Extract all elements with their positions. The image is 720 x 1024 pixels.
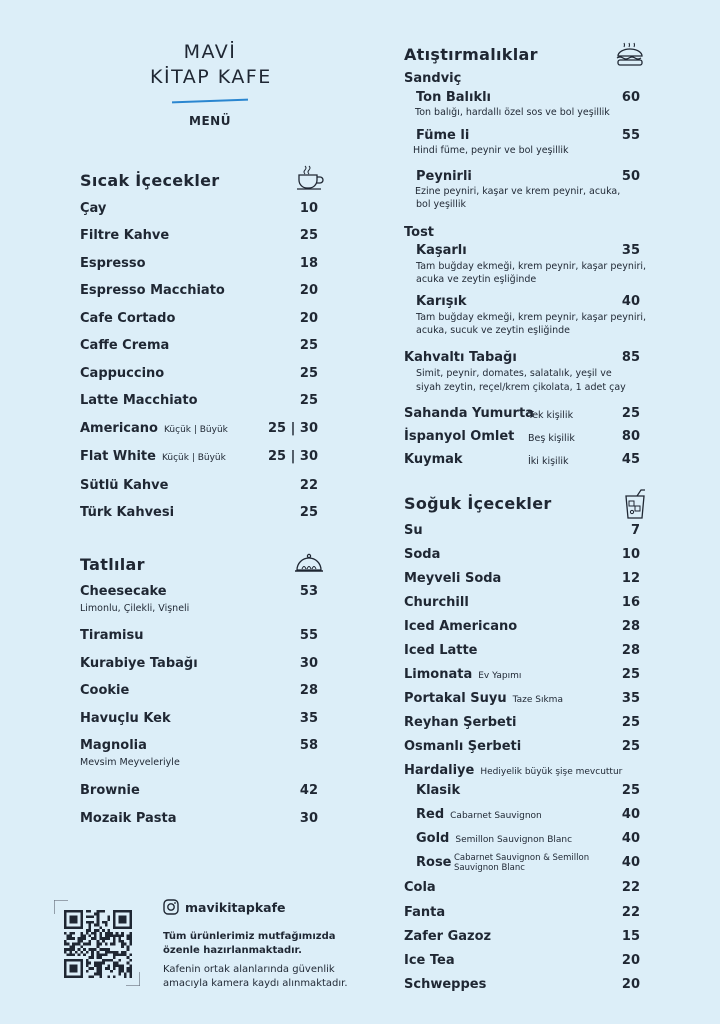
toast-group-title: Tost: [404, 225, 435, 240]
item-description: Simit, peynir, domates, salatalık, yeşil ve: [416, 368, 612, 379]
cold-drink-item: [404, 547, 440, 562]
item-price: 35: [621, 691, 640, 706]
item-price: 60: [621, 90, 640, 105]
size-options: Küçük | Büyük: [161, 453, 226, 463]
item-note: İki kişilik: [528, 456, 569, 467]
item-price: 30: [299, 656, 318, 671]
item-name: Limonata: [404, 667, 473, 682]
item-name: Çay: [80, 201, 107, 216]
item-price: 22: [299, 478, 318, 493]
item-price: 55: [621, 128, 640, 143]
dessert-item: Tiramisu: [80, 628, 144, 643]
cold-drink-item: [404, 691, 563, 706]
hardaliye-variant: [416, 807, 542, 822]
sandwich-item: Peynirli: [416, 169, 472, 184]
hardaliye-variant: [416, 783, 460, 798]
item-price: 25 | 30: [268, 449, 318, 464]
dessert-item: Magnolia: [80, 738, 147, 753]
footer-note-1: Tüm ürünlerimiz mutfağımızda özenle hazırlanmaktadır.: [163, 931, 336, 956]
hardaliye-variant: [416, 855, 452, 870]
item-name: Sütlü Kahve: [80, 478, 169, 493]
dessert-item: Kurabiye Tabağı: [80, 656, 198, 671]
item-name: Espresso: [80, 256, 146, 271]
item-description: acuka, sucuk ve zeytin eşliğinde: [416, 325, 570, 336]
item-price: 25: [299, 338, 318, 353]
item-price: 22: [621, 905, 640, 920]
item-price: 45: [621, 452, 640, 467]
item-price: 58: [299, 738, 318, 753]
cold-drink-item: [404, 763, 622, 778]
item-description: Ton balığı, hardallı özel sos ve bol yeşillik: [415, 107, 610, 118]
item-name: Americano: [80, 421, 158, 436]
egg-dish-item: Sahanda Yumurta: [404, 406, 534, 421]
item-name: Türk Kahvesi: [80, 505, 175, 520]
item-price: 40: [621, 294, 640, 309]
cold-drink-item: Schweppes: [404, 977, 487, 992]
item-price: 7: [630, 523, 640, 538]
cake-dome-icon: [294, 550, 324, 574]
item-name: Latte Macchiato: [80, 393, 198, 408]
hot-drink-item: [80, 338, 169, 353]
item-price: 15: [621, 929, 640, 944]
brand-logo: [150, 40, 270, 128]
brand-line-2: KİTAP KAFE: [150, 66, 272, 88]
dessert-item: Havuçlu Kek: [80, 711, 171, 726]
cold-drinks-title: Soğuk İçecekler: [404, 494, 552, 513]
item-description: Hindi füme, peynir ve bol yeşillik: [413, 145, 569, 156]
item-price: 80: [621, 429, 640, 444]
egg-dish-item: Kuymak: [404, 452, 463, 467]
item-price: 20: [621, 977, 640, 992]
item-price: 40: [621, 807, 640, 822]
item-price: 25: [621, 739, 640, 754]
item-price: 25: [621, 783, 640, 798]
toast-item: Kaşarlı: [416, 243, 467, 258]
item-price: 25 | 30: [268, 421, 318, 436]
hot-drinks-title: Sıcak İçecekler: [80, 171, 220, 190]
item-price: 53: [299, 584, 318, 599]
item-name: Caffe Crema: [80, 338, 170, 353]
item-price: 35: [621, 243, 640, 258]
hot-drink-item: [80, 393, 198, 408]
item-price: 20: [299, 311, 318, 326]
hot-drink-item: [80, 421, 228, 436]
snacks-title: Atıştırmalıklar: [404, 45, 538, 64]
instagram-handle[interactable]: [163, 899, 286, 915]
item-price: 25: [299, 228, 318, 243]
cold-drink-item: Cola: [404, 880, 436, 895]
breakfast-item: Kahvaltı Tabağı: [404, 350, 517, 365]
dessert-item: Brownie: [80, 783, 140, 798]
desserts-title: Tatlılar: [80, 555, 145, 574]
sandwich-group-title: Sandviç: [404, 71, 462, 86]
item-name: Su: [404, 523, 423, 538]
item-price: 42: [299, 783, 318, 798]
item-price: 28: [621, 619, 640, 634]
hot-drink-item: [80, 311, 175, 326]
item-price: 55: [299, 628, 318, 643]
item-price: 35: [299, 711, 318, 726]
item-note: Tek kişilik: [528, 410, 574, 421]
item-price: 28: [621, 643, 640, 658]
item-price: 28: [299, 683, 318, 698]
brand-line-1: MAVİ: [183, 41, 237, 63]
hot-drink-item: [80, 201, 106, 216]
dessert-item: Cheesecake: [80, 584, 167, 599]
qr-code-icon[interactable]: [64, 910, 132, 978]
item-name: Churchill: [404, 595, 469, 610]
item-price: 18: [299, 256, 318, 271]
item-name: Flat White: [80, 449, 156, 464]
item-description: bol yeşillik: [416, 199, 466, 210]
item-description: Limonlu, Çilekli, Vişneli: [80, 603, 190, 614]
item-name: Rose: [416, 855, 452, 870]
cold-drink-item: [404, 643, 478, 658]
item-price: 40: [621, 855, 640, 870]
item-note: Hediyelik büyük şişe mevcuttur: [480, 767, 623, 777]
hot-drink-item: [80, 228, 169, 243]
cold-drink-item: [404, 619, 517, 634]
item-price: 25: [621, 667, 640, 682]
item-name: Red: [416, 807, 445, 822]
sandwich-item: Ton Balıklı: [416, 90, 492, 105]
hot-drink-item: [80, 449, 226, 464]
dessert-item: Mozaik Pasta: [80, 811, 177, 826]
item-note-line: Sauvignon Blanc: [454, 863, 525, 873]
item-name: Klasik: [416, 783, 461, 798]
item-note: Semillon Sauvignon Blanc: [455, 835, 573, 845]
item-price: 25: [299, 505, 318, 520]
item-price: 40: [621, 831, 640, 846]
hot-drink-item: [80, 256, 146, 271]
egg-dish-item: İspanyol Omlet: [404, 429, 515, 444]
item-price: 85: [621, 350, 640, 365]
brand-underline: [172, 99, 248, 104]
item-description: acuka ve zeytin eşliğinde: [416, 274, 537, 285]
hot-drink-item: [80, 366, 164, 381]
item-name: Espresso Macchiato: [80, 283, 225, 298]
item-price: 50: [621, 169, 640, 184]
item-price: 16: [621, 595, 640, 610]
item-name: Meyveli Soda: [404, 571, 502, 586]
hot-drink-item: [80, 283, 225, 298]
hot-drink-item: [80, 505, 174, 520]
hot-drink-item: [80, 478, 168, 493]
item-name: Reyhan Şerbeti: [404, 715, 517, 730]
cold-drink-item: [404, 667, 521, 682]
item-description: Tam buğday ekmeği, krem peynir, kaşar peyniri,: [416, 312, 647, 323]
cold-drink-item: Fanta: [404, 905, 446, 920]
item-price: 25: [621, 406, 640, 421]
item-name: Filtre Kahve: [80, 228, 170, 243]
sandwich-item: Füme li: [416, 128, 470, 143]
instagram-icon: [163, 899, 179, 915]
item-note: [454, 853, 589, 873]
cold-drink-item: [404, 715, 517, 730]
item-name: Iced Latte: [404, 643, 478, 658]
item-name: Iced Americano: [404, 619, 518, 634]
item-description: Tam buğday ekmeği, krem peynir, kaşar peyniri,: [416, 261, 647, 272]
item-price: 20: [299, 283, 318, 298]
item-price: 30: [299, 811, 318, 826]
item-note: Ev Yapımı: [478, 671, 522, 681]
item-note-line: Cabarnet Sauvignon & Semillon: [454, 853, 590, 863]
item-price: 10: [299, 201, 318, 216]
item-price: 12: [621, 571, 640, 586]
cold-drink-item: [404, 523, 423, 538]
cold-drink-item: Zafer Gazoz: [404, 929, 492, 944]
hardaliye-variant: [416, 831, 572, 846]
item-name: Gold: [416, 831, 450, 846]
item-name: Portakal Suyu: [404, 691, 507, 706]
item-price: 25: [299, 366, 318, 381]
item-name: Osmanlı Şerbeti: [404, 739, 522, 754]
dessert-item: Cookie: [80, 683, 130, 698]
item-name: Soda: [404, 547, 441, 562]
coffee-cup-icon: [294, 163, 326, 191]
item-price: 25: [621, 715, 640, 730]
item-price: 22: [621, 880, 640, 895]
item-note: Beş kişilik: [528, 433, 575, 444]
item-price: 10: [621, 547, 640, 562]
toast-item: Karışık: [416, 294, 467, 309]
item-name: Cafe Cortado: [80, 311, 176, 326]
item-price: 20: [621, 953, 640, 968]
size-options: Küçük | Büyük: [163, 425, 228, 435]
cold-drink-item: [404, 595, 469, 610]
instagram-text: mavikitapkafe: [185, 900, 286, 915]
footer-note-2: Kafenin ortak alanlarında güvenlik amacıyla kamera kaydı alınmaktadır.: [163, 964, 348, 989]
item-note: Cabarnet Sauvignon: [450, 811, 542, 821]
iced-drink-icon: [622, 488, 648, 520]
sandwich-icon: [614, 40, 646, 68]
item-description: Ezine peyniri, kaşar ve krem peynir, acuka,: [415, 186, 621, 197]
cold-drink-item: [404, 739, 521, 754]
item-name: Hardaliye: [404, 763, 475, 778]
item-name: Cappuccino: [80, 366, 165, 381]
item-description: Mevsim Meyveleriyle: [80, 757, 180, 768]
item-price: 25: [299, 393, 318, 408]
item-note: Taze Sıkma: [512, 695, 563, 705]
menu-heading: MENÜ: [189, 114, 231, 128]
cold-drink-item: Ice Tea: [404, 953, 455, 968]
item-description: siyah zeytin, reçel/krem çikolata, 1 adet çay: [416, 382, 626, 393]
cold-drink-item: [404, 571, 501, 586]
